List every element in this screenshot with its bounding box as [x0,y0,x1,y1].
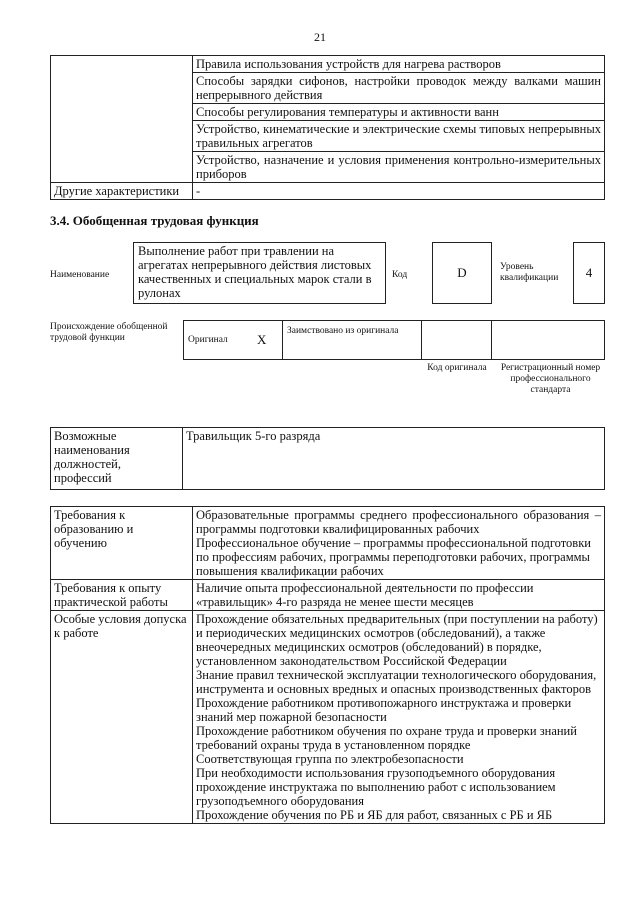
knowledge-row: Способы зарядки сифонов, настройки проводок между валками машин непрерывного действия [193,73,605,104]
knowledge-row: Способы регулирования температуры и активности ванн [193,104,605,121]
original-mark: X [257,332,267,347]
reg-number-caption: Регистрационный номер профессионального стандарта [500,363,601,395]
code-label: Код [392,270,408,280]
special-condition-item: Знание правил технической эксплуатации технологического оборудования, инструмента и основных вредных и опасных производственных факторов [196,668,597,696]
special-condition-item: Прохождение работником противопожарного инструктажа и проверки знаний мер пожарной безопасности [196,696,572,724]
special-condition-item: При необходимости использования грузоподъемного оборудования прохождение инструктажа по выполнению работ с использованием грузоподъемного оборудования [196,766,556,808]
empty-label-cell [51,56,193,183]
origin-label: Происхождение обобщенной трудовой функции [50,322,168,343]
knowledge-row: Устройство, кинематические и электрические схемы типовых непрерывных травильных агрегатов [193,121,605,152]
name-label: Наименование [50,270,110,280]
special-conditions-value [193,611,605,824]
requirements-table [50,506,605,824]
original-label: Оригинал [188,335,228,345]
code-original-caption: Код оригинала [427,363,487,373]
code-original-cell [421,320,492,360]
function-name: Выполнение работ при травлении на агрегатах непрерывного действия листовых качественных и специальных марок стали в рулонах [133,242,386,304]
education-label: Требования к образованию и обучению [51,507,193,580]
education-value [193,507,605,580]
special-condition-item: Прохождение работником обучения по охране труда и проверки знаний требований охраны труда в установленном порядке [196,724,577,752]
special-condition-item: Соответствующая группа по электробезопасности [196,752,464,766]
knowledge-table [50,55,605,200]
special-condition-item: Прохождение обязательных предварительных (при поступлении на работу) и периодических медицинских осмотров (обследований), а также внеочередных медицинских осмотров (обследований) в порядке, установленном законодательством Российской Федерации [196,612,598,668]
positions-label: Возможные наименования должностей, профессий [51,428,183,490]
section-title: 3.4. Обобщенная трудовая функция [50,213,259,228]
other-characteristics-label: Другие характеристики [51,183,193,200]
experience-value: Наличие опыта профессиональной деятельности по профессии «травильщик» 4-го разряда не менее шести месяцев [193,580,605,611]
other-characteristics-value: - [193,183,605,200]
education-item: Профессиональное обучение – программы профессиональной подготовки по профессиям рабочих, программы переподготовки рабочих, программы повышения квалификации рабочих [196,536,591,578]
experience-label: Требования к опыту практической работы [51,580,193,611]
knowledge-row: Правила использования устройств для нагрева растворов [193,56,605,73]
page-number: 21 [314,30,326,44]
special-condition-item: Прохождение обучения по РБ и ЯБ для работ, связанных с РБ и ЯБ [196,808,553,822]
level-label: Уровень квалификации [500,262,559,283]
borrowed-label: Заимствовано из оригинала [287,326,399,336]
positions-value: Травильщик 5-го разряда [183,428,605,490]
level-value: 4 [573,242,605,304]
special-conditions-label: Особые условия допуска к работе [51,611,193,824]
knowledge-row: Устройство, назначение и условия применения контрольно-измерительных приборов [193,152,605,183]
code-value: D [432,242,492,304]
education-item: Образовательные программы среднего профессионального образования – программы подготовки квалифицированных рабочих [196,508,601,536]
positions-table [50,427,605,490]
